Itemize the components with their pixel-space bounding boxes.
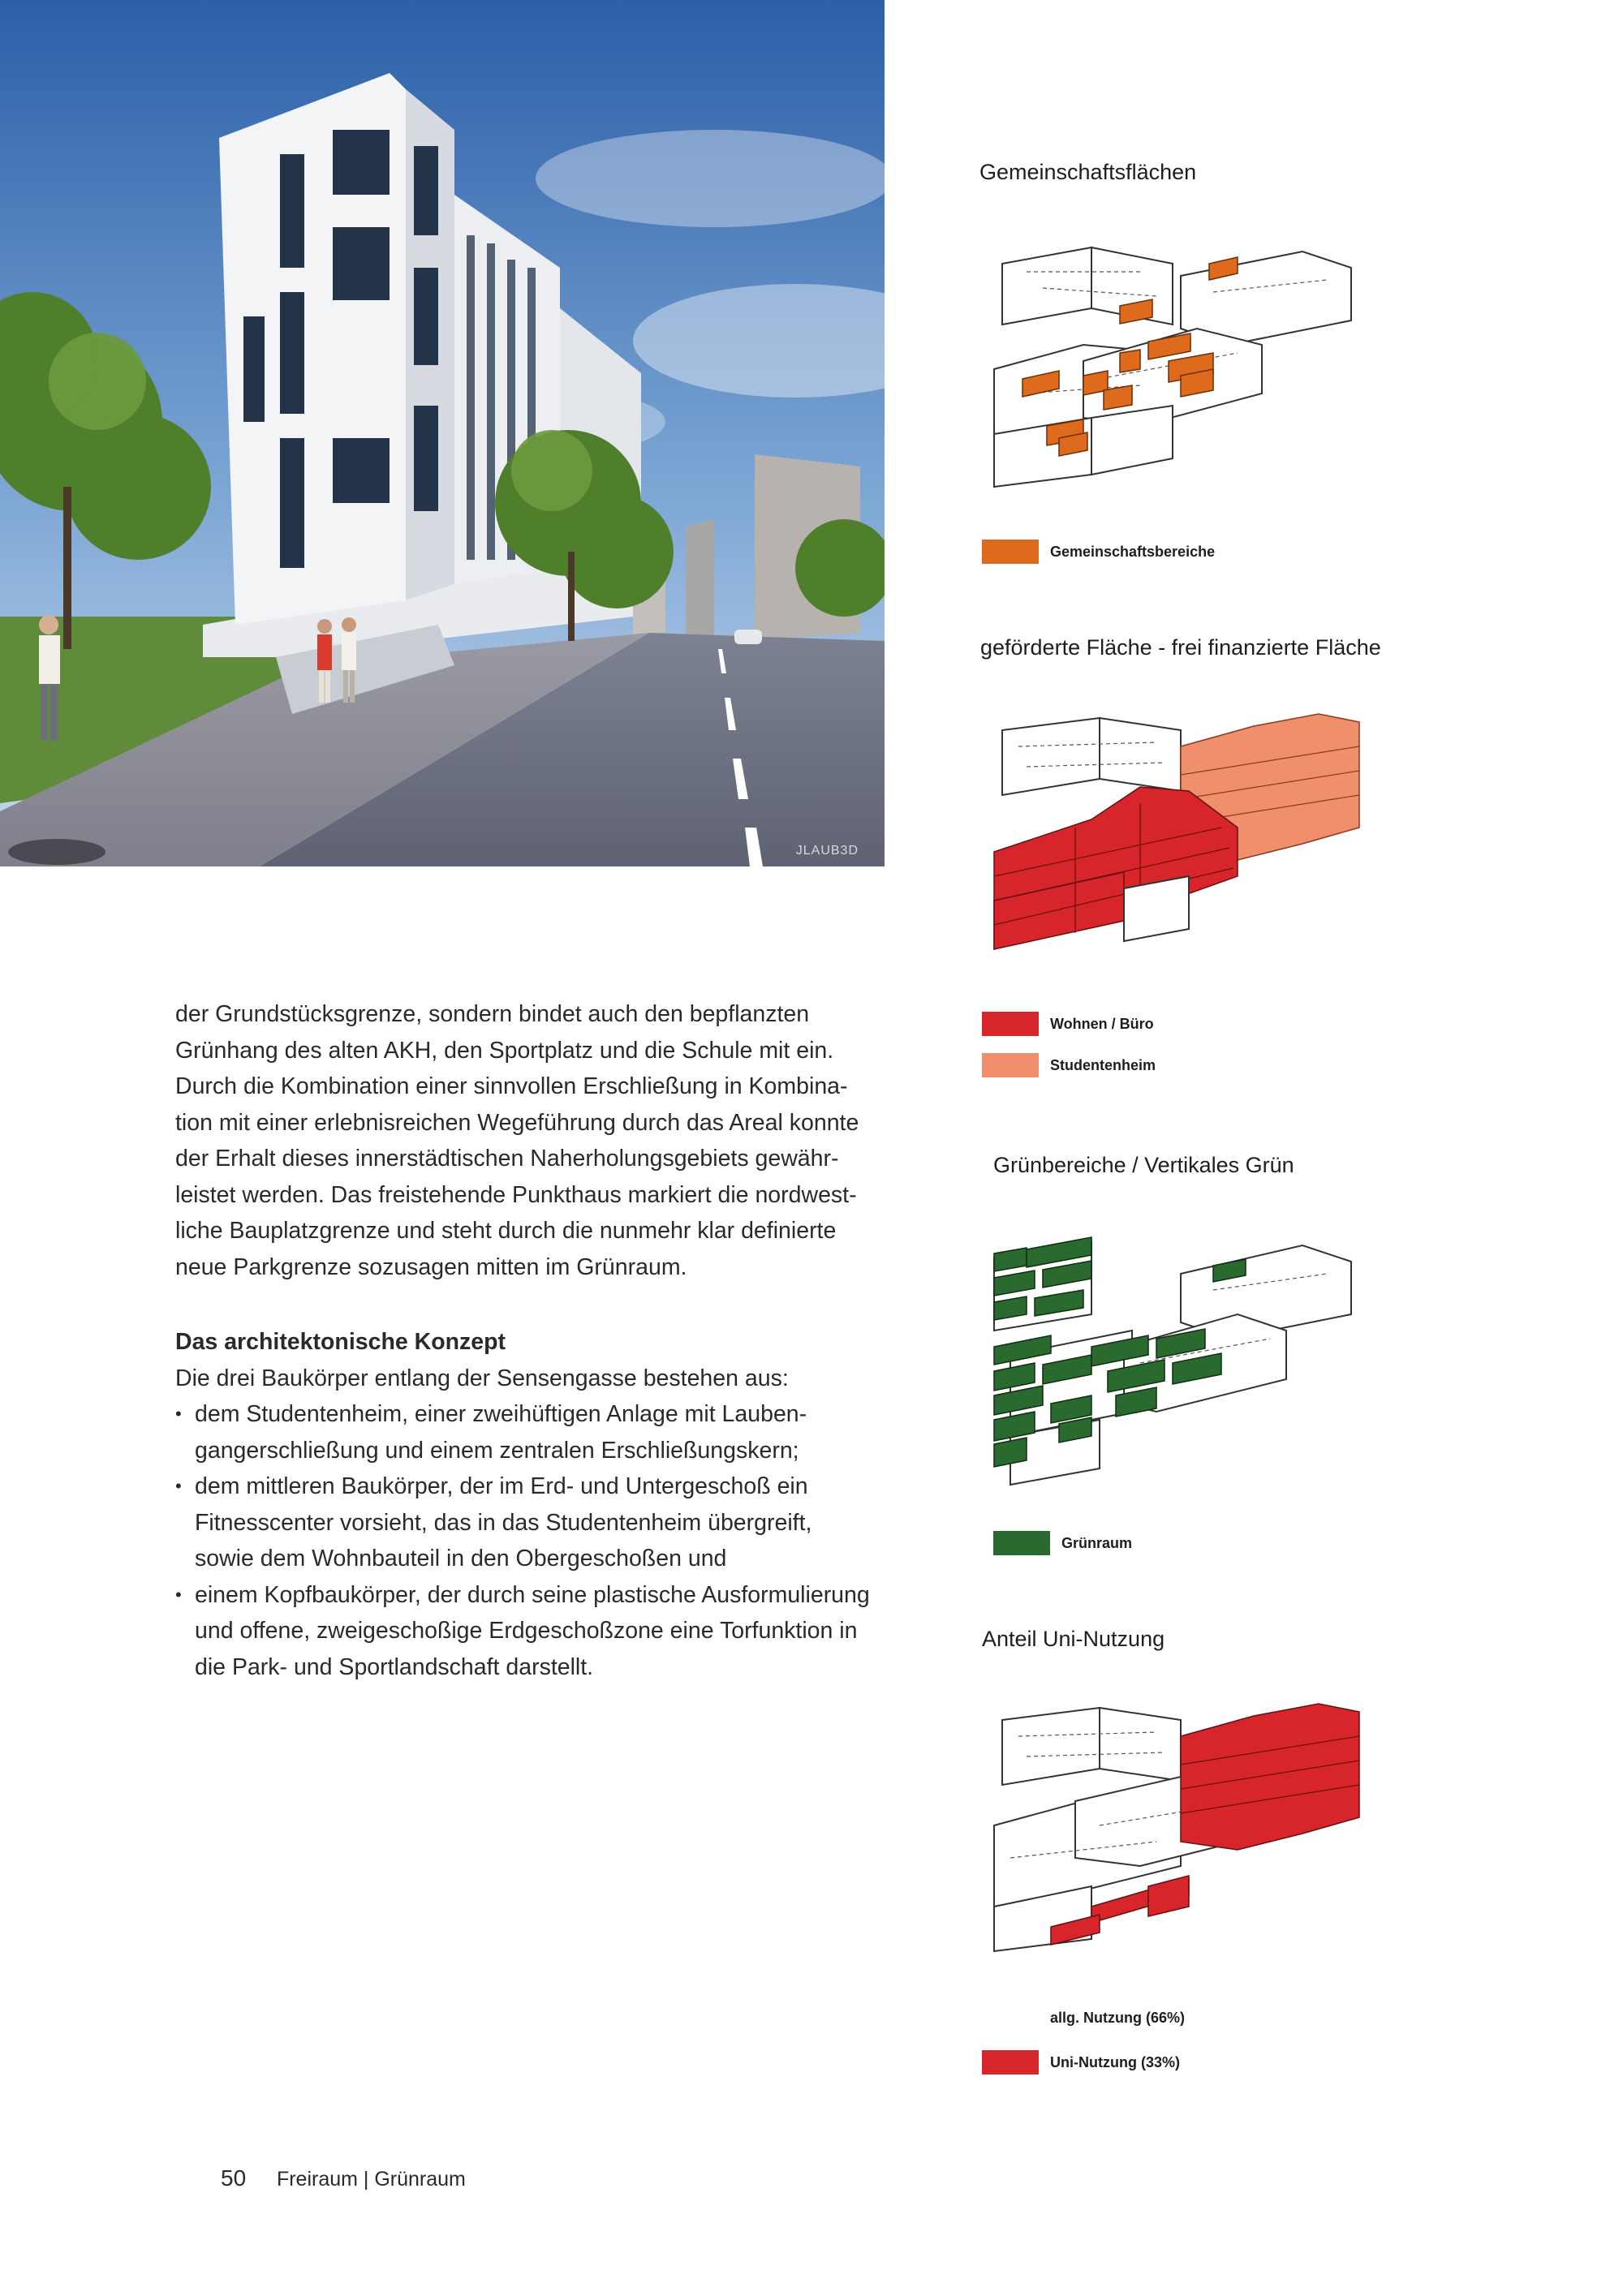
list-item-line: dem mittleren Baukörper, der im Erd- und Untergeschoß ein bbox=[195, 1473, 808, 1499]
diagram-title-gruenbereiche: Grünbereiche / Vertikales Grün bbox=[993, 1153, 1294, 1177]
diagram-title-gefoerderte-flaeche: geförderte Fläche - frei finanzierte Fläche bbox=[980, 635, 1381, 660]
legend-swatch bbox=[982, 1053, 1039, 1077]
axonometric-diagram-common-areas bbox=[978, 231, 1367, 491]
page-footer bbox=[221, 2165, 466, 2191]
list-item-line: sowie dem Wohnbauteil in den Obergeschoßen und bbox=[195, 1546, 727, 1572]
paragraph-line: liche Bauplatzgrenze und steht durch die nunmehr klar definierte bbox=[175, 1218, 837, 1244]
legend-item-gruenraum bbox=[993, 1531, 1132, 1555]
legend-item-studentenheim bbox=[982, 1053, 1156, 1077]
list-item-line: Fitnesscenter vorsieht, das in das Studentenheim übergreift, bbox=[195, 1509, 812, 1536]
list-item bbox=[175, 1577, 889, 1686]
paragraph-line: der Erhalt dieses innerstädtischen Naherholungsgebiets gewähr- bbox=[175, 1146, 839, 1172]
axonometric-diagram-uni-share bbox=[978, 1704, 1367, 1955]
legend-label: allg. Nutzung (66%) bbox=[1050, 2009, 1185, 2026]
legend-swatch bbox=[982, 540, 1039, 564]
legend-swatch bbox=[993, 1531, 1050, 1555]
photo-credit: JLAUB3D bbox=[795, 844, 859, 858]
legend-label: Gemeinschaftsbereiche bbox=[1050, 543, 1216, 560]
paragraph-line: Durch die Kombination einer sinnvollen Erschließung in Kombina- bbox=[175, 1073, 848, 1099]
legend-swatch bbox=[982, 2006, 1039, 2030]
page-number: 50 bbox=[221, 2165, 247, 2191]
concept-list bbox=[175, 1396, 889, 1685]
diagram-title-gemeinschaftsflaechen: Gemeinschaftsflächen bbox=[979, 160, 1197, 184]
list-item-line: die Park- und Sportlandschaft darstellt. bbox=[195, 1653, 594, 1680]
legend-item-wohnen-buero bbox=[982, 1012, 1154, 1036]
list-item bbox=[175, 1396, 889, 1468]
concept-intro: Die drei Baukörper entlang der Sensengasse bestehen aus: bbox=[175, 1365, 789, 1391]
main-text-column bbox=[175, 996, 889, 1685]
legend-item-gemeinschaftsbereiche bbox=[982, 540, 1215, 564]
legend-swatch bbox=[982, 1012, 1039, 1036]
legend-item-allg-nutzung bbox=[982, 2006, 1185, 2030]
concept-heading: Das architektonische Konzept bbox=[175, 1329, 506, 1355]
list-item-line: gangerschließung und einem zentralen Erschließungskern; bbox=[195, 1437, 799, 1464]
paragraph-line: Grünhang des alten AKH, den Sportplatz und die Schule mit ein. bbox=[175, 1037, 834, 1064]
axonometric-diagram-funding bbox=[978, 714, 1367, 957]
list-item bbox=[175, 1468, 889, 1577]
paragraph-line: der Grundstücksgrenze, sondern bindet auch den bepflanzten bbox=[175, 1001, 810, 1027]
rendering-illustration bbox=[0, 0, 885, 866]
legend-label: Grünraum bbox=[1061, 1534, 1133, 1551]
legend-swatch bbox=[982, 2050, 1039, 2075]
legend-item-uni-nutzung bbox=[982, 2050, 1180, 2075]
paragraph-line: leistet werden. Das freistehende Punkthaus markiert die nordwest- bbox=[175, 1181, 857, 1208]
building-rendering-photo bbox=[0, 0, 885, 866]
intro-paragraph bbox=[175, 996, 889, 1285]
legend-label: Studentenheim bbox=[1050, 1056, 1156, 1073]
paragraph-line: neue Parkgrenze sozusagen mitten im Grünraum. bbox=[175, 1253, 687, 1280]
legend-label: Wohnen / Büro bbox=[1050, 1015, 1154, 1032]
legend-label: Uni-Nutzung (33%) bbox=[1050, 2053, 1180, 2070]
section-title: Freiraum | Grünraum bbox=[276, 2168, 466, 2191]
list-item-line: und offene, zweigeschoßige Erdgeschoßzone eine Torfunktion in bbox=[195, 1618, 858, 1644]
axonometric-diagram-green-areas bbox=[978, 1225, 1367, 1485]
list-item-line: dem Studentenheim, einer zweihüftigen Anlage mit Lauben- bbox=[195, 1401, 807, 1427]
diagram-title-anteil-uni-nutzung: Anteil Uni-Nutzung bbox=[982, 1627, 1165, 1651]
paragraph-line: tion mit einer erlebnisreichen Wegeführung durch das Areal konnte bbox=[175, 1109, 859, 1136]
list-item-line: einem Kopfbaukörper, der durch seine plastische Ausformulierung bbox=[195, 1581, 870, 1608]
